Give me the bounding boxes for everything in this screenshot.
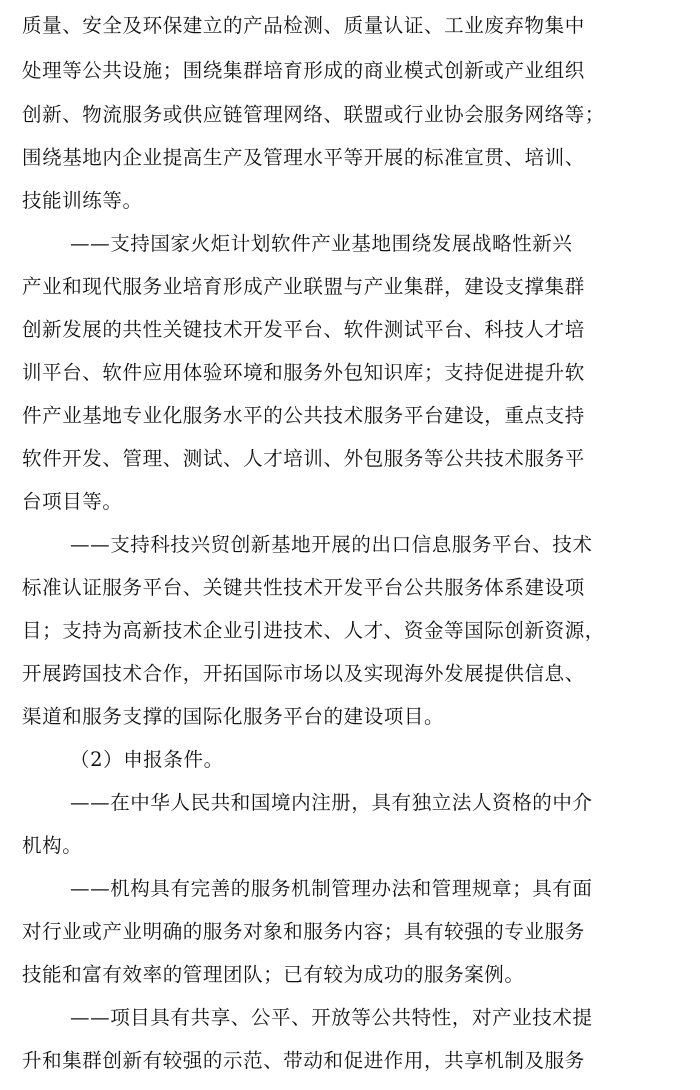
text-line-21: ——机构具有完善的服务机制管理办法和管理规章；具有面 xyxy=(70,877,593,900)
text-line-19: ——在中华人民共和国境内注册，具有独立法人资格的中介 xyxy=(70,791,593,814)
text-line-13: ——支持科技兴贸创新基地开展的出口信息服务平台、技术 xyxy=(70,533,593,556)
text-line-10: 件产业基地专业化服务水平的公共技术服务平台建设，重点支持 xyxy=(22,404,585,427)
text-line-17: 渠道和服务支撑的国际化服务平台的建设项目。 xyxy=(22,705,445,728)
text-line-16: 开展跨国技术合作，开拓国际市场以及实现海外发展提供信息、 xyxy=(22,662,585,685)
text-line-2: 处理等公共设施；围绕集群培育形成的商业模式创新或产业组织 xyxy=(22,59,585,82)
text-line-5: 技能训练等。 xyxy=(22,189,143,212)
text-line-22: 对行业或产业明确的服务对象和服务内容；具有较强的专业服务 xyxy=(22,920,585,943)
text-line-15: 目；支持为高新技术企业引进技术、人才、资金等国际创新资源， xyxy=(22,619,605,642)
text-line-7: 产业和现代服务业培育形成产业联盟与产业集群，建设支撑集群 xyxy=(22,275,585,298)
text-line-11: 软件开发、管理、测试、人才培训、外包服务等公共技术服务平 xyxy=(22,447,585,470)
text-line-8: 创新发展的共性关键技术开发平台、软件测试平台、科技人才培 xyxy=(22,318,585,341)
text-line-4: 围绕基地内企业提高生产及管理水平等开展的标准宣贯、培训、 xyxy=(22,146,585,169)
text-line-1: 质量、安全及环保建立的产品检测、质量认证、工业废弃物集中 xyxy=(22,14,585,37)
text-line-6: ——支持国家火炬计划软件产业基地围绕发展战略性新兴 xyxy=(70,232,573,255)
text-line-24: ——项目具有共享、公平、开放等公共特性，对产业技术提 xyxy=(70,1006,593,1029)
text-line-12: 台项目等。 xyxy=(22,490,123,513)
text-line-23: 技能和富有效率的管理团队；已有较为成功的服务案例。 xyxy=(22,963,525,986)
text-line-25: 升和集群创新有较强的示范、带动和促进作用，共享机制及服务 xyxy=(22,1049,585,1072)
text-line-14: 标准认证服务平台、关键共性技术开发平台公共服务体系建设项 xyxy=(22,576,585,599)
text-line-20: 机构。 xyxy=(22,834,83,857)
text-line-9: 训平台、软件应用体验环境和服务外包知识库；支持促进提升软 xyxy=(22,361,585,384)
section-heading: （2）申报条件。 xyxy=(70,748,224,771)
text-line-3: 创新、物流服务或供应链管理网络、联盟或行业协会服务网络等； xyxy=(22,103,605,126)
